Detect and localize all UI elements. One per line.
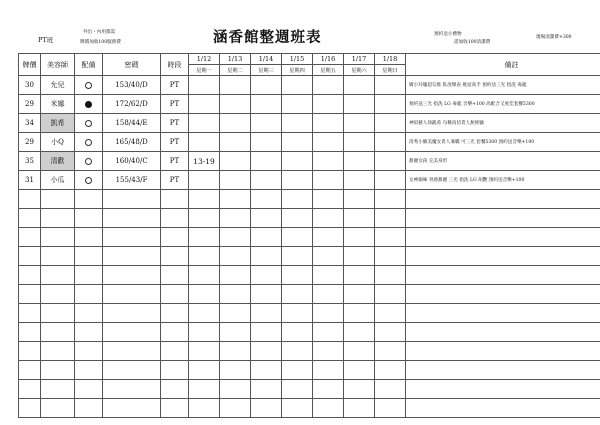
empty-cell (41, 209, 75, 228)
day-cell (344, 114, 375, 133)
empty-cell (313, 342, 344, 361)
empty-cell (161, 323, 189, 342)
empty-cell (189, 285, 220, 304)
beautician-name: 小Q (41, 133, 75, 152)
empty-cell (220, 304, 251, 323)
day-cell (344, 152, 375, 171)
empty-cell (161, 399, 189, 418)
empty-cell (282, 323, 313, 342)
day-cell (344, 133, 375, 152)
empty-cell (19, 266, 41, 285)
empty-cell (375, 247, 406, 266)
day-cell (282, 171, 313, 190)
day-cell (282, 95, 313, 114)
empty-cell (220, 209, 251, 228)
config-cell (75, 76, 103, 95)
day-cell (251, 76, 282, 95)
empty-cell (375, 323, 406, 342)
empty-cell (406, 285, 600, 304)
day-cell (313, 152, 344, 171)
empty-cell (75, 190, 103, 209)
day-cell (313, 95, 344, 114)
empty-cell (313, 190, 344, 209)
day-cell (220, 76, 251, 95)
gift-note: 預約送小禮物 (434, 32, 462, 37)
empty-cell (189, 209, 220, 228)
empty-cell (344, 285, 375, 304)
empty-cell (313, 361, 344, 380)
empty-cell (282, 399, 313, 418)
weekday-header: 星期五 (313, 65, 344, 76)
empty-cell (313, 228, 344, 247)
empty-cell (282, 285, 313, 304)
beautician-header: 美容師 (41, 54, 75, 76)
weekday-header: 星期二 (220, 65, 251, 76)
empty-cell (41, 304, 75, 323)
empty-cell (19, 209, 41, 228)
empty-cell (313, 247, 344, 266)
day-cell (375, 114, 406, 133)
empty-cell (220, 190, 251, 209)
empty-cell (375, 380, 406, 399)
empty-cell (344, 228, 375, 247)
empty-cell (406, 228, 600, 247)
code-cell: 165/48/D (103, 133, 161, 152)
empty-cell (375, 209, 406, 228)
empty-cell (161, 380, 189, 399)
empty-cell (375, 285, 406, 304)
empty-cell (220, 323, 251, 342)
empty-cell (161, 247, 189, 266)
empty-cell (220, 228, 251, 247)
day-cell (375, 171, 406, 190)
empty-row (19, 399, 600, 418)
empty-cell (375, 304, 406, 323)
price-cell: 29 (19, 133, 41, 152)
staff-row (19, 152, 600, 171)
empty-cell (313, 304, 344, 323)
empty-cell (75, 323, 103, 342)
empty-cell (344, 323, 375, 342)
empty-cell (313, 399, 344, 418)
empty-cell (220, 266, 251, 285)
empty-cell (189, 266, 220, 285)
empty-cell (406, 399, 600, 418)
empty-cell (19, 247, 41, 266)
empty-row (19, 342, 600, 361)
empty-cell (220, 380, 251, 399)
empty-cell (344, 380, 375, 399)
empty-cell (344, 361, 375, 380)
empty-cell (344, 247, 375, 266)
day-cell (220, 152, 251, 171)
empty-cell (75, 399, 103, 418)
empty-cell (19, 304, 41, 323)
date-header: 1/17 (344, 54, 375, 65)
price-cell: 35 (19, 152, 41, 171)
empty-cell (313, 266, 344, 285)
beautician-name: 米娜 (41, 95, 75, 114)
empty-cell (406, 380, 600, 399)
empty-cell (19, 361, 41, 380)
empty-cell (406, 361, 600, 380)
empty-cell (189, 323, 220, 342)
empty-cell (19, 380, 41, 399)
empty-row (19, 323, 600, 342)
empty-cell (406, 209, 600, 228)
remark-cell: 預約送三光 指洗 LG 毒龍 音樂+100 高配合又度佳套餐5300 (406, 95, 600, 114)
empty-cell (251, 304, 282, 323)
day-cell (189, 171, 220, 190)
empty-cell (103, 266, 161, 285)
empty-cell (375, 342, 406, 361)
circle-icon (85, 82, 92, 89)
code-cell: 153/40/D (103, 76, 161, 95)
empty-cell (344, 266, 375, 285)
code-cell: 172/62/D (103, 95, 161, 114)
empty-cell (189, 342, 220, 361)
empty-cell (41, 380, 75, 399)
price-cell: 34 (19, 114, 41, 133)
weekday-header: 星期六 (344, 65, 375, 76)
empty-row (19, 304, 600, 323)
empty-cell (282, 209, 313, 228)
empty-cell (313, 323, 344, 342)
empty-cell (251, 323, 282, 342)
empty-cell (282, 342, 313, 361)
empty-cell (406, 342, 600, 361)
day-cell (344, 171, 375, 190)
filled-circle-icon (85, 101, 92, 108)
empty-cell (41, 399, 75, 418)
empty-cell (75, 247, 103, 266)
empty-cell (189, 247, 220, 266)
price-cell: 30 (19, 76, 41, 95)
circle-icon (85, 120, 92, 127)
empty-cell (75, 304, 103, 323)
empty-cell (161, 361, 189, 380)
day-cell (282, 133, 313, 152)
day-cell (375, 152, 406, 171)
empty-cell (251, 380, 282, 399)
empty-cell (220, 399, 251, 418)
empty-cell (375, 361, 406, 380)
day-cell (251, 114, 282, 133)
onsite-cleaning-fee-note: 現場清潔費+300 (536, 35, 572, 40)
empty-cell (282, 190, 313, 209)
day-cell (282, 76, 313, 95)
beautician-name: 小瓜 (41, 171, 75, 190)
period-cell: PT (161, 133, 189, 152)
remark-cell: 女神韻味 骨感甜麗 三光 指洗 LG 胡艷 預約送音樂+100 (406, 171, 600, 190)
empty-cell (75, 209, 103, 228)
empty-cell (103, 285, 161, 304)
empty-cell (19, 285, 41, 304)
service-fee-note-line-1: 外出・內用都需 (83, 30, 116, 35)
circle-icon (85, 139, 92, 146)
empty-cell (161, 190, 189, 209)
day-cell (251, 171, 282, 190)
empty-cell (161, 304, 189, 323)
empty-cell (282, 247, 313, 266)
empty-cell (75, 380, 103, 399)
day-cell (220, 133, 251, 152)
period-header: 時段 (161, 54, 189, 76)
code-cell: 160/40/C (103, 152, 161, 171)
period-cell: PT (161, 76, 189, 95)
empty-cell (375, 228, 406, 247)
empty-cell (251, 266, 282, 285)
date-header: 1/13 (220, 54, 251, 65)
empty-cell (19, 190, 41, 209)
class-label: PT班 (38, 36, 54, 44)
empty-cell (189, 380, 220, 399)
period-cell: PT (161, 95, 189, 114)
empty-cell (103, 304, 161, 323)
day-cell (313, 114, 344, 133)
empty-row (19, 285, 600, 304)
empty-cell (406, 190, 600, 209)
empty-cell (344, 399, 375, 418)
empty-cell (251, 285, 282, 304)
empty-cell (282, 266, 313, 285)
config-header: 配備 (75, 54, 103, 76)
day-cell (375, 95, 406, 114)
empty-cell (406, 266, 600, 285)
empty-row (19, 380, 600, 399)
empty-cell (313, 209, 344, 228)
empty-cell (161, 342, 189, 361)
staff-row (19, 171, 600, 190)
day-cell (375, 133, 406, 152)
empty-cell (251, 228, 282, 247)
empty-cell (189, 399, 220, 418)
empty-row (19, 266, 600, 285)
weekday-header: 星期三 (251, 65, 282, 76)
price-cell: 31 (19, 171, 41, 190)
empty-cell (282, 380, 313, 399)
service-fee-note-line-2: 牌價加收100服務費 (80, 40, 121, 45)
staff-row (19, 76, 600, 95)
day-cell (220, 95, 251, 114)
day-cell (251, 152, 282, 171)
empty-cell (344, 304, 375, 323)
date-header: 1/12 (189, 54, 220, 65)
empty-cell (344, 190, 375, 209)
empty-cell (103, 228, 161, 247)
code-cell: 155/43/F (103, 171, 161, 190)
empty-cell (375, 399, 406, 418)
empty-row (19, 247, 600, 266)
config-cell (75, 171, 103, 190)
empty-row (19, 361, 600, 380)
empty-cell (103, 209, 161, 228)
empty-cell (406, 323, 600, 342)
remark-cell: 神似藝人徐凱希 句稱真切責人無經驗 (406, 114, 600, 133)
day-cell (251, 133, 282, 152)
empty-cell (313, 285, 344, 304)
empty-cell (251, 209, 282, 228)
empty-cell (189, 361, 220, 380)
empty-row (19, 190, 600, 209)
empty-cell (282, 361, 313, 380)
schedule-table (18, 53, 600, 418)
remark-cell: 清秀小臉美魔女責人兼職 可三光 套餐5300 預約送音樂+100 (406, 133, 600, 152)
staff-row (19, 95, 600, 114)
empty-cell (75, 361, 103, 380)
empty-cell (251, 247, 282, 266)
code-cell: 158/44/E (103, 114, 161, 133)
empty-cell (220, 285, 251, 304)
empty-cell (375, 190, 406, 209)
empty-cell (103, 361, 161, 380)
empty-cell (41, 342, 75, 361)
empty-cell (251, 399, 282, 418)
empty-cell (220, 342, 251, 361)
empty-cell (406, 247, 600, 266)
empty-cell (161, 266, 189, 285)
empty-cell (344, 342, 375, 361)
beautician-name: 清歡 (41, 152, 75, 171)
circle-icon (85, 158, 92, 165)
weekday-header: 星期四 (282, 65, 313, 76)
empty-cell (19, 342, 41, 361)
date-header: 1/16 (313, 54, 344, 65)
empty-cell (313, 380, 344, 399)
empty-cell (375, 266, 406, 285)
empty-cell (75, 266, 103, 285)
empty-cell (220, 361, 251, 380)
config-cell (75, 114, 103, 133)
empty-cell (189, 190, 220, 209)
empty-cell (41, 266, 75, 285)
empty-cell (103, 380, 161, 399)
day-cell (282, 152, 313, 171)
cleaning-fee-note: 需加收100清潔費 (454, 40, 491, 45)
empty-cell (220, 247, 251, 266)
empty-cell (251, 190, 282, 209)
empty-cell (41, 228, 75, 247)
empty-cell (75, 228, 103, 247)
day-cell (313, 133, 344, 152)
empty-cell (251, 342, 282, 361)
day-cell (220, 171, 251, 190)
empty-cell (103, 399, 161, 418)
empty-row (19, 209, 600, 228)
empty-cell (406, 304, 600, 323)
empty-cell (161, 285, 189, 304)
day-cell (220, 114, 251, 133)
remarks-header: 備註 (406, 54, 600, 76)
empty-cell (189, 228, 220, 247)
empty-cell (161, 209, 189, 228)
day-cell (189, 133, 220, 152)
empty-cell (41, 361, 75, 380)
beautician-name: 允兒 (41, 76, 75, 95)
empty-row (19, 228, 600, 247)
empty-cell (103, 323, 161, 342)
remark-cell: 甜麗女孩 完美身形 (406, 152, 600, 171)
period-cell: PT (161, 152, 189, 171)
date-header: 1/18 (375, 54, 406, 65)
staff-row (19, 114, 600, 133)
day-cell: 13-19 (189, 152, 220, 171)
empty-cell (189, 304, 220, 323)
remark-cell: 嬌小玲瓏超勾推 私度爆表 挑逗高手 預約送三光 指洗 毒龍 (406, 76, 600, 95)
config-cell (75, 95, 103, 114)
empty-cell (282, 304, 313, 323)
empty-cell (41, 247, 75, 266)
day-cell (344, 76, 375, 95)
day-cell (282, 114, 313, 133)
day-cell (251, 95, 282, 114)
empty-cell (75, 285, 103, 304)
empty-cell (19, 399, 41, 418)
beautician-name: 凱希 (41, 114, 75, 133)
weekday-header: 星期一 (189, 65, 220, 76)
empty-cell (344, 209, 375, 228)
day-cell (189, 95, 220, 114)
date-header: 1/15 (282, 54, 313, 65)
day-cell (375, 76, 406, 95)
empty-cell (103, 190, 161, 209)
empty-cell (75, 342, 103, 361)
price-header: 牌價 (19, 54, 41, 76)
period-cell: PT (161, 114, 189, 133)
empty-cell (41, 190, 75, 209)
day-cell (189, 114, 220, 133)
page-title: 涵香館整週班表 (213, 29, 322, 46)
day-cell (313, 171, 344, 190)
day-cell (189, 76, 220, 95)
day-cell (344, 95, 375, 114)
staff-row (19, 133, 600, 152)
empty-cell (19, 323, 41, 342)
empty-cell (103, 247, 161, 266)
empty-cell (41, 285, 75, 304)
empty-cell (103, 342, 161, 361)
period-cell: PT (161, 171, 189, 190)
config-cell (75, 133, 103, 152)
empty-cell (251, 361, 282, 380)
code-header: 密碼 (103, 54, 161, 76)
price-cell: 29 (19, 95, 41, 114)
empty-cell (41, 323, 75, 342)
header-row (19, 54, 600, 65)
empty-cell (19, 228, 41, 247)
empty-cell (282, 228, 313, 247)
config-cell (75, 152, 103, 171)
weekday-header: 星期日 (375, 65, 406, 76)
empty-cell (161, 228, 189, 247)
day-cell (313, 76, 344, 95)
circle-icon (85, 177, 92, 184)
date-header: 1/14 (251, 54, 282, 65)
